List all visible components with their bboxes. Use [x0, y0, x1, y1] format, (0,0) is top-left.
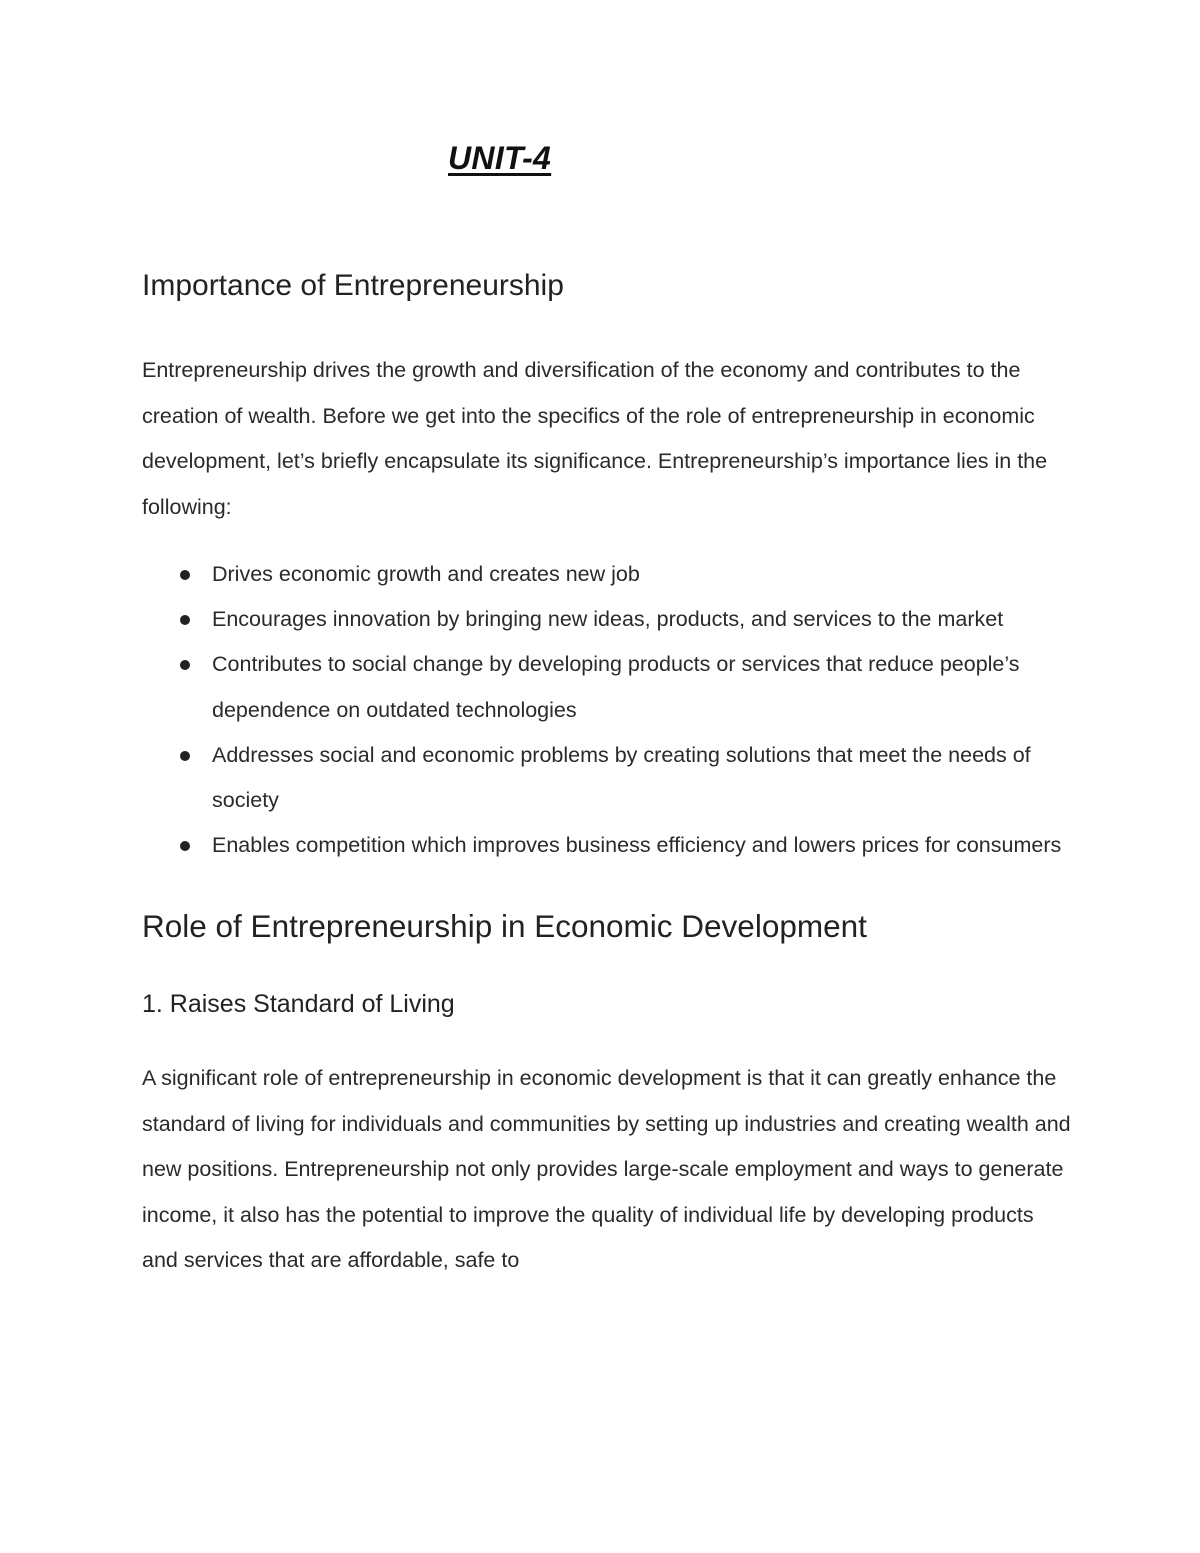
- bullet-dot-icon: [180, 841, 190, 851]
- subheading-raises-standard: 1. Raises Standard of Living: [142, 990, 455, 1019]
- unit-title: UNIT-4: [448, 140, 552, 176]
- bullet-dot-icon: [180, 660, 190, 670]
- bullet-dot-icon: [180, 570, 190, 580]
- document-body: [142, 262, 1072, 1284]
- heading-role: Role of Entrepreneurship in Economic Development: [142, 908, 867, 945]
- importance-list: [142, 552, 1072, 868]
- bullet-dot-icon: [180, 751, 190, 761]
- list-item: [142, 642, 1072, 732]
- list-item-text: Contributes to social change by developing products or services that reduce people’s dependence on outdated technologies: [212, 652, 1020, 722]
- list-item-text: Encourages innovation by bringing new ideas, products, and services to the market: [212, 607, 1004, 632]
- bullet-dot-icon: [180, 615, 190, 625]
- heading-importance: Importance of Entrepreneurship: [142, 269, 564, 302]
- list-item: [142, 823, 1072, 868]
- list-item-text: Addresses social and economic problems by creating solutions that meet the needs of society: [212, 742, 1031, 813]
- list-item-text: Drives economic growth and creates new job: [212, 562, 640, 586]
- list-item: [142, 733, 1072, 823]
- list-item: [142, 552, 1072, 597]
- intro-paragraph: Entrepreneurship drives the growth and diversification of the economy and contributes to the creation of wealth. Before we get into the specifics of the role of entrepreneurship in economic development, let’s briefly encapsulate its significance. Entrepreneurship’s importance lies in the following:: [142, 358, 1048, 519]
- standard-of-living-paragraph: A significant role of entrepreneurship in economic development is that it can greatly enhance the standard of living for individuals and communities by setting up industries and creating wealth and new positions. Entrepreneurship not only provides large-scale employment and ways to generate income, it also has the potential to improve the quality of individual life by developing products and services that are affordable, safe to: [142, 1066, 1071, 1273]
- list-item: [142, 597, 1072, 642]
- list-item-text: Enables competition which improves business efficiency and lowers prices for consumers: [212, 833, 1062, 858]
